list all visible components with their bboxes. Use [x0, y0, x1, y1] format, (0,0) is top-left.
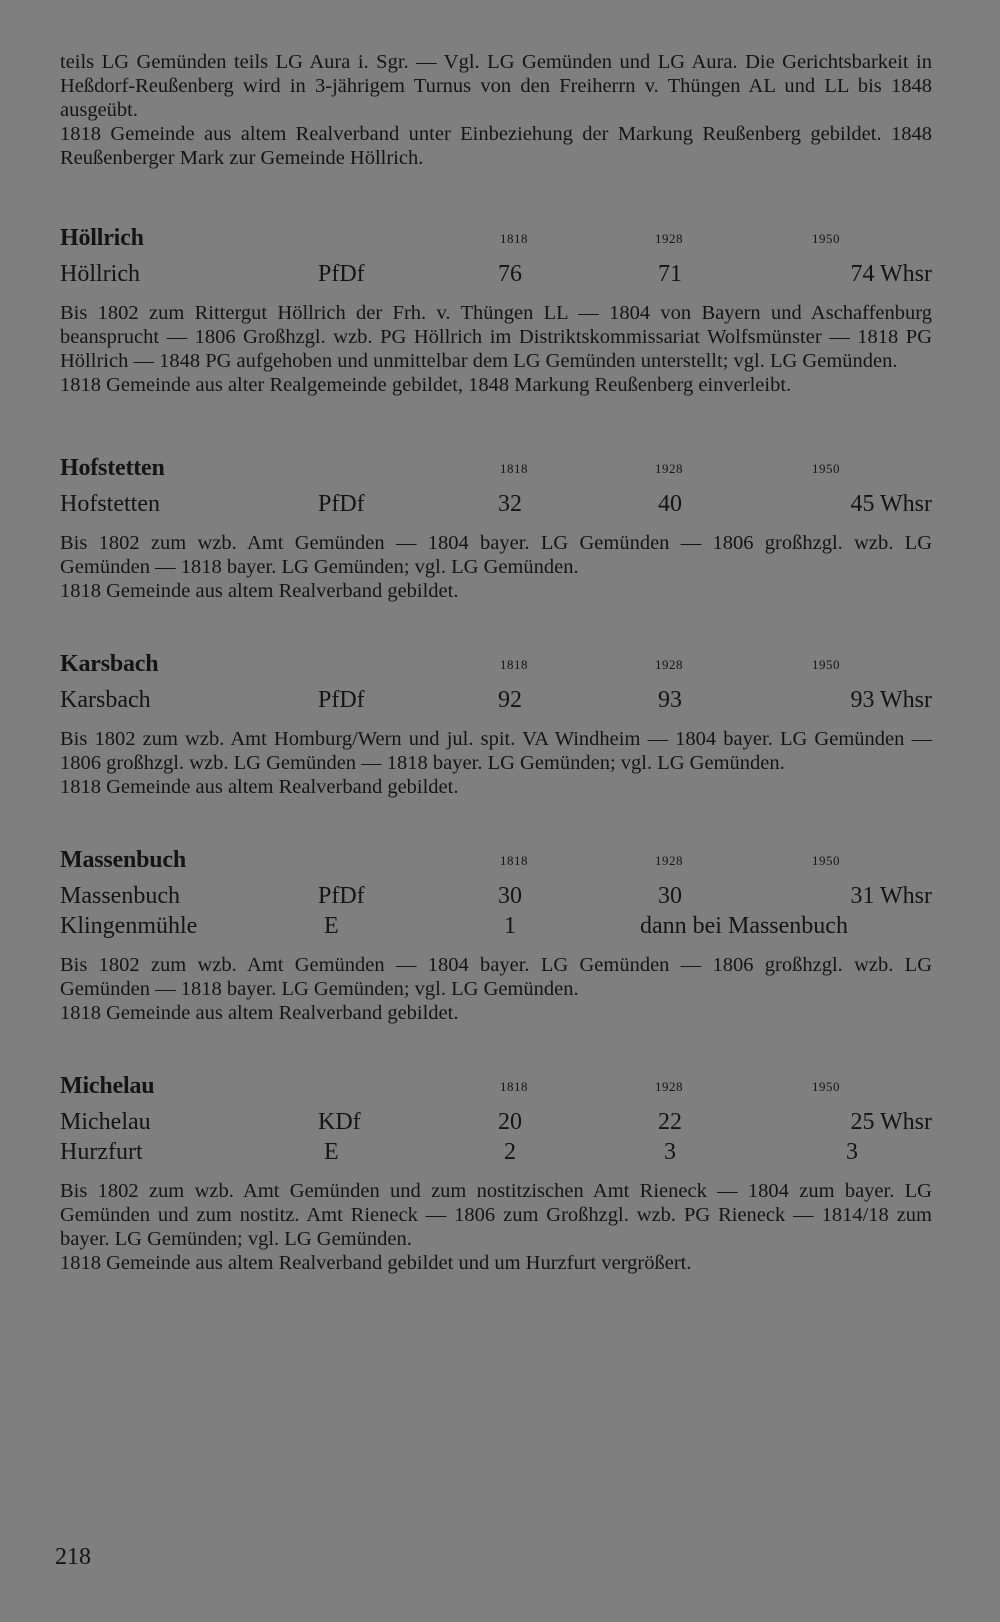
value-1928: 40	[658, 491, 682, 517]
value-1928: 22	[658, 1109, 682, 1135]
value-1818: 2	[504, 1139, 516, 1165]
page-number: 218	[55, 1544, 91, 1570]
history-paragraph: 1818 Gemeinde aus altem Realverband gebildet.	[60, 1002, 459, 1024]
history-paragraph: Bis 1802 zum wzb. Amt Gemünden — 1804 bayer. LG Gemünden — 1806 großhzgl. wzb. LG Gemünden — 1818 bayer. LG Gemünden; vgl. LG Gemünden.	[60, 532, 932, 578]
value-1928: 93	[658, 687, 682, 713]
history-paragraph: 1818 Gemeinde aus altem Realverband gebildet und um Hurzfurt vergrößert.	[60, 1252, 692, 1274]
settlement-type: E	[324, 1139, 339, 1165]
history-paragraph: 1818 Gemeinde aus alter Realgemeinde gebildet, 1848 Markung Reußenberg einverleibt.	[60, 374, 792, 396]
value-1950: 74 Whsr	[850, 261, 932, 287]
history-paragraph: 1818 Gemeinde aus altem Realverband gebildet.	[60, 776, 459, 798]
settlement-row	[60, 491, 932, 521]
entry-header	[60, 225, 932, 261]
settlement-type: PfDf	[318, 883, 365, 909]
year-1928-label: 1928	[655, 657, 683, 672]
year-1928-label: 1928	[655, 853, 683, 868]
history-paragraph: Bis 1802 zum wzb. Amt Homburg/Wern und jul. spit. VA Windheim — 1804 bayer. LG Gemünden — 1806 großhzgl. wzb. LG Gemünden — 1818 bayer. LG Gemünden; vgl. LG Gemünden.	[60, 728, 932, 774]
entry-description	[60, 1179, 932, 1275]
value-1928: 71	[658, 261, 682, 287]
entry-hoellrich	[60, 225, 932, 397]
entry-description	[60, 727, 932, 799]
intro-section	[60, 50, 932, 180]
settlement-name: Michelau	[60, 1109, 151, 1135]
year-1928-label: 1928	[655, 461, 683, 476]
entry-header	[60, 847, 932, 883]
settlement-type: E	[324, 913, 339, 939]
year-1818-label: 1818	[500, 461, 528, 476]
settlement-row	[60, 883, 932, 913]
year-1928-label: 1928	[655, 231, 683, 246]
history-paragraph: Bis 1802 zum wzb. Amt Gemünden — 1804 bayer. LG Gemünden — 1806 großhzgl. wzb. LG Gemünden — 1818 bayer. LG Gemünden; vgl. LG Gemünden.	[60, 954, 932, 1000]
entry-hofstetten	[60, 455, 932, 603]
settlement-name: Höllrich	[60, 261, 140, 287]
settlement-row	[60, 261, 932, 291]
history-paragraph: Bis 1802 zum Rittergut Höllrich der Frh. v. Thüngen LL — 1804 von Bayern und Aschaffenburg beansprucht — 1806 Großhzgl. wzb. PG Höllrich im Distriktskommissariat Wolfsmünster — 1818 PG Höllrich — 1848 PG aufgehoben und unmittelbar dem LG Gemünden unterstellt; vgl. LG Gemünden.	[60, 302, 932, 372]
settlement-row	[60, 913, 932, 943]
year-1928-label: 1928	[655, 1079, 683, 1094]
value-1818: 1	[504, 913, 516, 939]
value-1818: 20	[498, 1109, 522, 1135]
year-1950-label: 1950	[812, 231, 840, 246]
entry-description	[60, 531, 932, 603]
settlement-type: PfDf	[318, 491, 365, 517]
year-1950-label: 1950	[812, 657, 840, 672]
year-1818-label: 1818	[500, 1079, 528, 1094]
year-1818-label: 1818	[500, 853, 528, 868]
value-1928: 3	[664, 1139, 676, 1165]
value-1950: 45 Whsr	[850, 491, 932, 517]
value-1818: 76	[498, 261, 522, 287]
value-1950: 93 Whsr	[850, 687, 932, 713]
history-paragraph: Bis 1802 zum wzb. Amt Gemünden und zum nostitzischen Amt Rieneck — 1804 zum bayer. LG Gemünden und zum nostitz. Amt Rieneck — 1806 zum Großhzgl. wzb. PG Rieneck — 1814/18 zum bayer. LG Gemünden; vgl. LG Gemünden.	[60, 1180, 932, 1250]
entry-title: Hofstetten	[60, 455, 165, 481]
settlement-type: PfDf	[318, 687, 365, 713]
entry-title: Höllrich	[60, 225, 144, 251]
settlement-name: Massenbuch	[60, 883, 180, 909]
settlement-name: Karsbach	[60, 687, 151, 713]
value-1818: 92	[498, 687, 522, 713]
entry-header	[60, 651, 932, 687]
document-page	[60, 50, 932, 1275]
settlement-name: Hofstetten	[60, 491, 160, 517]
entry-massenbuch	[60, 847, 932, 1025]
settlement-row	[60, 1139, 932, 1169]
settlement-note: dann bei Massenbuch	[640, 913, 848, 939]
settlement-type: KDf	[318, 1109, 361, 1135]
entry-title: Michelau	[60, 1073, 155, 1099]
entry-michelau	[60, 1073, 932, 1275]
entry-description	[60, 301, 932, 397]
history-paragraph: 1818 Gemeinde aus altem Realverband gebildet.	[60, 580, 459, 602]
settlement-name: Klingenmühle	[60, 913, 198, 939]
value-1950: 3	[846, 1139, 858, 1165]
entry-description	[60, 953, 932, 1025]
entry-karsbach	[60, 651, 932, 799]
value-1950: 25 Whsr	[850, 1109, 932, 1135]
settlement-name: Hurzfurt	[60, 1139, 143, 1165]
entry-header	[60, 455, 932, 491]
value-1928: 30	[658, 883, 682, 909]
value-1818: 30	[498, 883, 522, 909]
settlement-row	[60, 1109, 932, 1139]
entry-header	[60, 1073, 932, 1109]
settlement-row	[60, 687, 932, 717]
intro-paragraph: 1818 Gemeinde aus altem Realverband unter Einbeziehung der Markung Reußenberg gebildet. 1848 Reußenberger Mark zur Gemeinde Höllrich.	[60, 123, 932, 169]
entry-title: Massenbuch	[60, 847, 187, 873]
entry-title: Karsbach	[60, 651, 159, 677]
intro-paragraph: teils LG Gemünden teils LG Aura i. Sgr. — Vgl. LG Gemünden und LG Aura. Die Gerichtsbarkeit in Heßdorf-Reußenberg wird in 3-jährigem Turnus von den Freiherrn v. Thüngen AL und LL bis 1848 ausgeübt.	[60, 51, 932, 121]
settlement-type: PfDf	[318, 261, 365, 287]
year-1818-label: 1818	[500, 657, 528, 672]
year-1818-label: 1818	[500, 231, 528, 246]
value-1818: 32	[498, 491, 522, 517]
year-1950-label: 1950	[812, 853, 840, 868]
year-1950-label: 1950	[812, 461, 840, 476]
year-1950-label: 1950	[812, 1079, 840, 1094]
value-1950: 31 Whsr	[850, 883, 932, 909]
